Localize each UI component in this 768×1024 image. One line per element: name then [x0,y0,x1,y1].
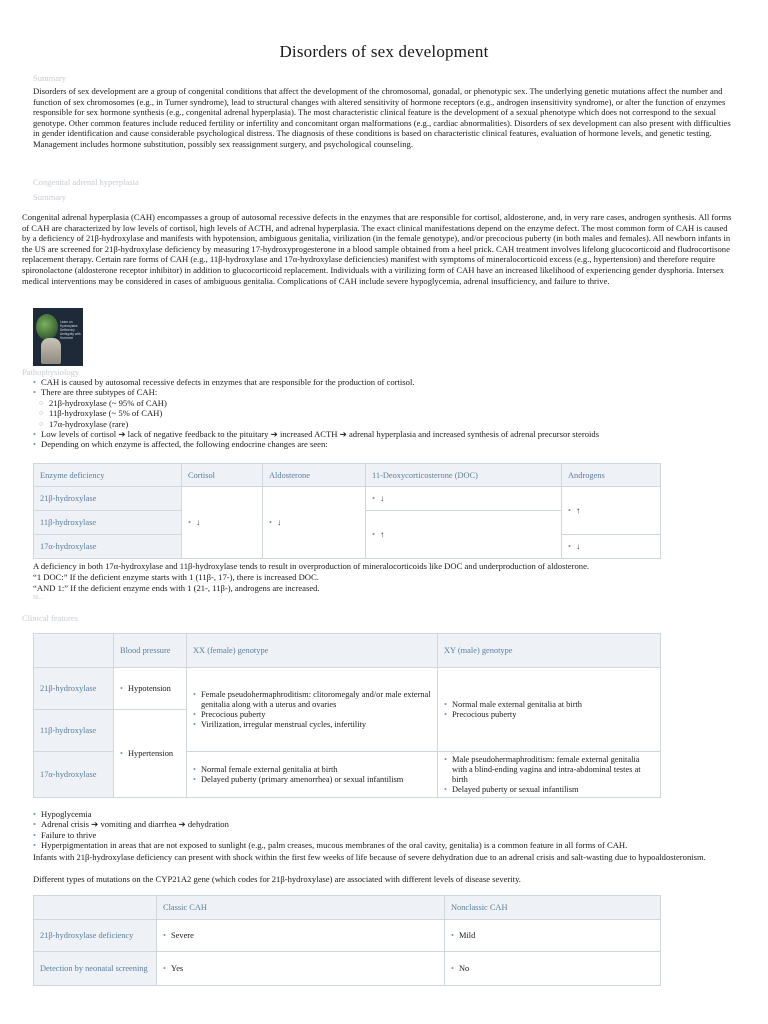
list-item: • CAH is caused by autosomal recessive defects in enzymes that are responsible for the production of cortisol. [32,377,737,387]
list-item: • There are three subtypes of CAH: [32,387,737,397]
table-header: Enzyme deficiency [34,464,182,487]
table-row-label: 17α-hydroxylase [34,535,182,559]
table-header: XY (male) genotype [438,634,661,668]
list-item: • Depending on which enzyme is affected, the following endocrine changes are seen: [32,439,737,449]
table-header: Aldosterone [263,464,366,487]
list-item: • Low levels of cortisol ➔ lack of negative feedback to the pituitary ➔ increased ACTH ➔ adrenal hyperplasia and increased synthesis of adrenal precursor steroids [32,429,737,439]
classic-cah-table [33,895,661,986]
summary-heading: Summary [33,73,67,83]
nonclassic-cell: • No [445,952,661,986]
enzyme-table [33,463,661,559]
table-header: Classic CAH [157,896,445,920]
video-thumbnail[interactable] [33,308,83,366]
mutation-paragraph: Different types of mutations on the CYP21A2 gene (which codes for 21β-hydroxylase) are associated with different levels of disease severity. [33,874,521,884]
table-row-label: 21β-hydroxylase [34,487,182,511]
faint-label: Bl... [33,595,44,601]
cah-paragraph: Congenital adrenal hyperplasia (CAH) encompasses a group of autosomal recessive defects in the enzymes that are responsible for cortisol, aldosterone, and, in very rare cases, androgen synthesis. All forms of CAH are characterized by low levels of cortisol, high levels of ACTH, and adrenal hyperplasia. The exact clinical manifestations depend on the enzyme defect. The most common form of CAH is caused by a deficiency of 21β-hydroxylase and manifests with hypotension, ambiguous genitalia, virilization (in the female genotype), and/or precocious puberty (in both males and females). All newborn infants in the US are screened for 21β-hydroxylase deficiency by measuring 17-hydroxyprogesterone in a blood sample obtained from a heel prick. CAH treatment involves lifelong glucocorticoid and fludrocortisone replacement therapy. Certain rare forms of CAH (e.g., 11β-hydroxylase and 17α-hydroxylase deficiencies) manifest with symptoms of mineralocorticoid excess (e.g., hypertension) and therefore require spironolactone (aldosterone receptor inhibitor) in addition to glucocorticoid replacement. Individuals with a virilizing form of CAH have an increased likelihood of experiencing gender dysphoria. Intersex medical interventions may be considered in cases of ambiguous genitalia. Complications of CAH include severe hypoglycemia, adrenal insufficiency, and failure to thrive. [22,212,732,286]
nonclassic-cell: • Mild [445,920,661,952]
xy-cell: • Male pseudohermaphroditism: female external genitalia with a blind-ending vagina and intra-abdominal testes at birth • Delayed puberty or sexual infantilism [438,752,661,798]
table-header: Cortisol [182,464,263,487]
table-row-label: 11β-hydroxylase [34,511,182,535]
table-row-label: 11β-hydroxylase [34,710,114,752]
summary-paragraph: Disorders of sex development are a group of congenital conditions that affect the development of the chromosomal, gonadal, or phenotypic sex. The underlying genetic mutations affect the number and function of sex chromosomes (e.g., in Turner syndrome), lead to structural changes with altered sensitivity of hormone receptors (e.g., androgen insensitivity syndrome), or alter the function of enzymes responsible for sex hormone synthesis (e.g., congenital adrenal hyperplasia). The most characteristic clinical feature is the development of a sexual phenotype which does not correspond to the sexual genotype. Other common features include reduced fertility or infertility and concomitant organ malformations (e.g., cardiac abnormalities). Disorders of sex development can also present with difficulties in gender identification and cause considerable psychological distress. The diagnosis of these conditions is based on characteristic clinical features, evaluation of hormone levels, and genetic testing. Management includes hormone substitution, possibly sex reassignment surgery, and psychological counseling. [33,86,731,149]
xx-cell: • Female pseudohermaphroditism: clitoromegaly and/or male external genitalia along with a uterus and ovaries • Precocious puberty • Virilization, irregular menstrual cycles, infertility [187,668,438,752]
list-item: ○ 11β-hydroxylase (~ 5% of CAH) [32,408,737,418]
clinical-features-heading: Clinical features [22,613,78,623]
xy-cell: • Normal male external genitalia at birth • Precocious puberty [438,668,661,752]
pathophysiology-list [32,377,737,450]
table-row-label: Detection by neonatal screening [34,952,157,986]
bp-cell: • Hypertension [114,710,187,798]
table-header [34,634,114,668]
cah-heading[interactable]: Congenital adrenal hyperplasia [33,177,139,187]
list-item: • Failure to thrive [32,830,737,840]
table-header: Blood pressure [114,634,187,668]
doc-cell: • ↓ [366,487,562,511]
doc-cell: • ↑ [366,511,562,559]
list-item: ○ 17α-hydroxylase (rare) [32,419,737,429]
table-header: 11-Deoxycorticosterone (DOC) [366,464,562,487]
list-item: ○ 21β-hydroxylase (~ 95% of CAH) [32,398,737,408]
androgen-cell: • ↓ [562,535,661,559]
table-header: XX (female) genotype [187,634,438,668]
table-row-label: 21β-hydroxylase [34,668,114,710]
cortisol-cell: • ↓ [182,487,263,559]
doc-mnemonic: “1 DOC:” If the deficient enzyme starts with 1 (11β-, 17-), there is increased DOC. [33,572,319,582]
thumbnail-art [36,314,58,340]
clinical-table [33,633,661,798]
list-item: • Hypoglycemia [32,809,737,819]
list-item: • Hyperpigmentation in areas that are not exposed to sunlight (e.g., palm creases, mucous membranes of the oral cavity, genitalia) is a common feature in all forms of CAH. [32,840,737,850]
table-row-label: 17α-hydroxylase [34,752,114,798]
clinical-list [32,809,737,851]
bp-cell: • Hypotension [114,668,187,710]
thumbnail-caption: Learn on Hydroxylase Deficiency Ambiguity with Hormone [60,320,81,340]
infants-paragraph: Infants with 21β-hydroxylase deficiency can present with shock within the first few weeks of life because of severe dehydration due to an adrenal crisis and salt-wasting due to hypoaldosteronism. [33,852,706,862]
androgen-cell: • ↑ [562,487,661,535]
xx-cell: • Normal female external genitalia at birth • Delayed puberty (primary amenorrhea) or sexual infantilism [187,752,438,798]
table-header: Nonclassic CAH [445,896,661,920]
table-header [34,896,157,920]
deficiency-note: A deficiency in both 17α-hydroxylase and 11β-hydroxylase tends to result in overproduction of mineralocorticoids like DOC and underproduction of aldosterone. [33,561,590,571]
thumbnail-figure [41,338,61,364]
cah-summary-heading: Summary [33,192,67,202]
list-item: • Adrenal crisis ➔ vomiting and diarrhea ➔ dehydration [32,819,737,829]
page-title: Disorders of sex development [279,42,489,61]
classic-cell: • Severe [157,920,445,952]
aldosterone-cell: • ↓ [263,487,366,559]
pathophysiology-heading: Pathophysiology [22,367,80,377]
classic-cell: • Yes [157,952,445,986]
and-mnemonic: “AND 1:” If the deficient enzyme ends with 1 (21-, 11β-), androgens are increased. [33,583,320,593]
table-row-label: 21β-hydroxylase deficiency [34,920,157,952]
table-header: Androgens [562,464,661,487]
